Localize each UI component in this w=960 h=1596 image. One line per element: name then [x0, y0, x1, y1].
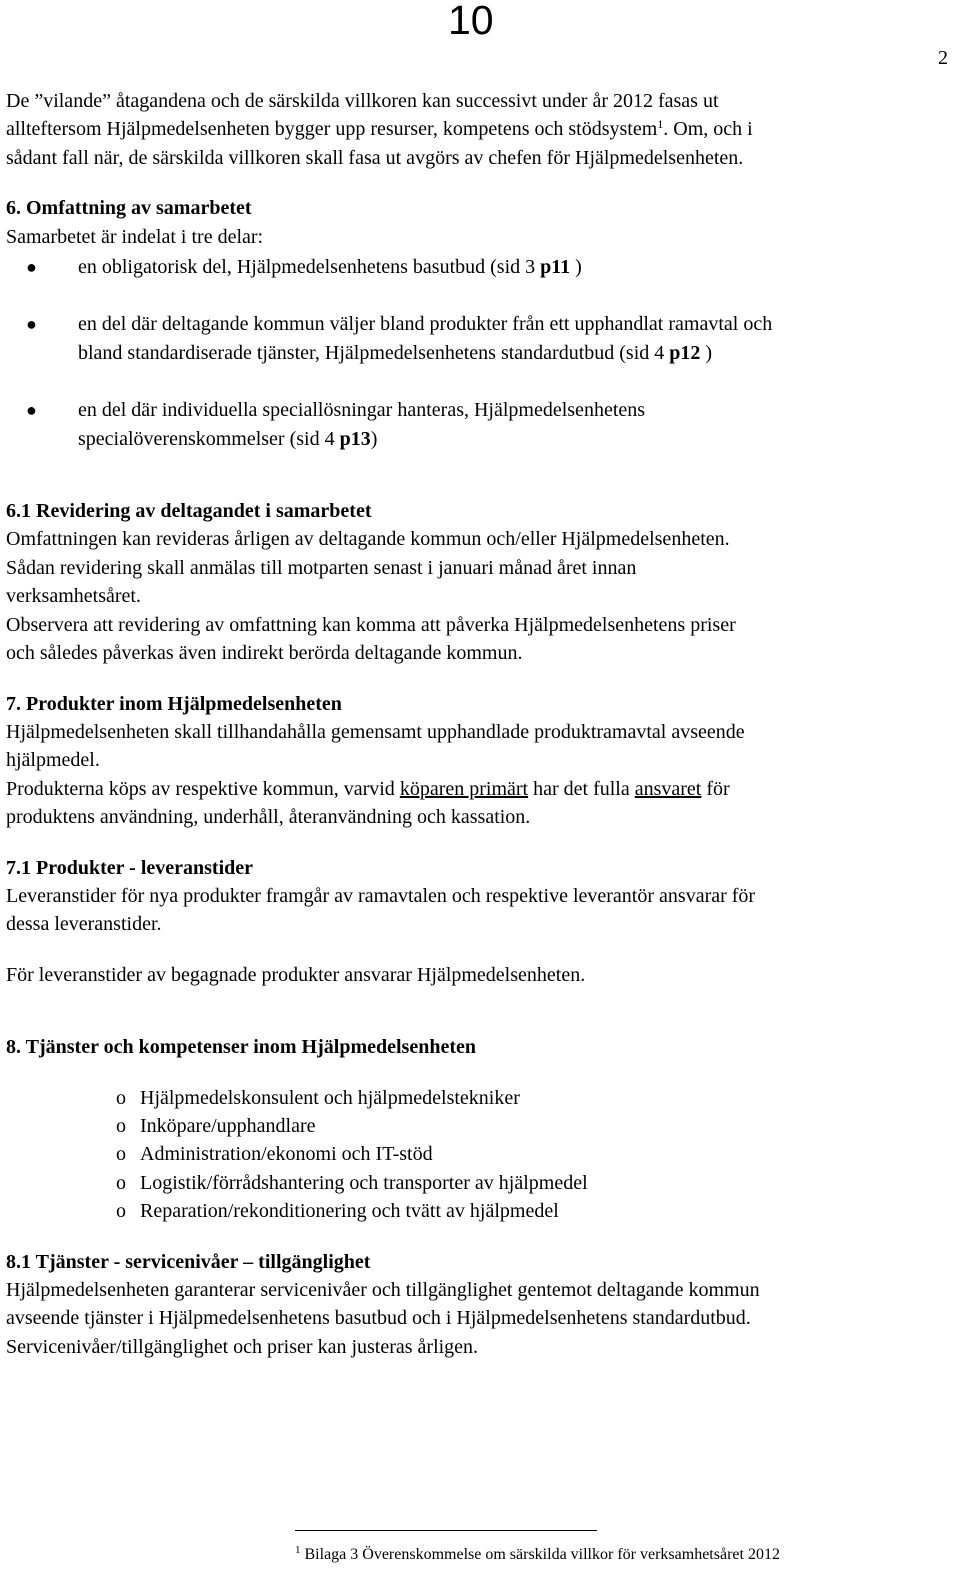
- text-line: Observera att revidering av omfattning kan komma att påverka Hjälpmedelsenhetens priser: [6, 613, 736, 636]
- page-number-top: 10: [448, 0, 494, 43]
- competence-list: [6, 1084, 951, 1226]
- bullet-icon: ●: [26, 314, 37, 335]
- section-6: [6, 194, 951, 453]
- section-8: [6, 1033, 951, 1225]
- circle-bullet-icon: o: [116, 1200, 126, 1223]
- text-line: Servicenivåer/tillgänglighet och priser kan justeras årligen.: [6, 1335, 479, 1358]
- bullet-icon: ●: [26, 400, 37, 421]
- text-line: Omfattningen kan revideras årligen av deltagande kommun och/eller Hjälpmedelsenheten.: [6, 528, 730, 551]
- list-item: o Inköpare/upphandlare: [116, 1112, 951, 1140]
- list-item: ● en obligatorisk del, Hjälpmedelsenhetens basutbud (sid 3 p11 ): [6, 253, 951, 281]
- list-item: o Administration/ekonomi och IT-stöd: [116, 1140, 951, 1168]
- circle-bullet-icon: o: [116, 1171, 126, 1194]
- text-line: allteftersom Hjälpmedelsenheten bygger upp resurser, kompetens och stödsystem$^1$. Om, och i: [6, 117, 753, 141]
- circle-bullet-icon: o: [116, 1086, 126, 1109]
- underlined-text: köparen primärt: [399, 777, 529, 800]
- section-heading: 7.1 Produkter - leveranstider: [6, 856, 254, 879]
- text-line: hjälpmedel.: [6, 749, 100, 772]
- page-number: 2: [938, 47, 948, 69]
- document-body: [6, 87, 951, 1361]
- underlined-text: ansvaret: [634, 777, 702, 800]
- bullet-icon: ●: [26, 257, 37, 278]
- text-line: Hjälpmedelsenheten garanterar servicenivåer och tillgänglighet gentemot deltagande kommun: [6, 1279, 760, 1301]
- list-item: o Logistik/förrådshantering och transporter av hjälpmedel: [116, 1169, 951, 1197]
- text-line: Produkterna köps av respektive kommun, varvid köparen primärt har det fulla ansvaret för: [6, 777, 730, 800]
- section-6-1: [6, 497, 951, 667]
- list-item: ● en del där deltagande kommun väljer bland produkter från ett upphandlat ramavtal och bland standardiserade tjänster, Hjälpmedelsenhetens standardutbud (sid 4 p12 ): [6, 310, 951, 367]
- text-line: och således påverkas även indirekt berörda deltagande kommun.: [6, 642, 523, 665]
- section-7: [6, 690, 951, 832]
- text-line: För leveranstider av begagnade produkter ansvarar Hjälpmedelsenheten.: [6, 963, 586, 986]
- section-heading: 8.1 Tjänster - servicenivåer – tillgänglighet: [6, 1250, 371, 1273]
- text-line: verksamhetsåret.: [6, 585, 141, 608]
- text-line: sådant fall när, de särskilda villkoren skall fasa ut avgörs av chefen för Hjälpmedelsenheten.: [6, 146, 744, 169]
- text-line: dessa leveranstider.: [6, 913, 162, 936]
- section-heading: 8. Tjänster och kompetenser inom Hjälpmedelsenheten: [6, 1036, 476, 1059]
- text-line: Hjälpmedelsenheten skall tillhandahålla gemensamt upphandlade produktramavtal avseende: [6, 720, 745, 743]
- list-item: o Reparation/rekonditionering och tvätt av hjälpmedel: [116, 1197, 951, 1225]
- text-line: Leveranstider för nya produkter framgår av ramavtalen och respektive leverantör ansvarar för: [6, 884, 756, 907]
- intro-paragraph: [6, 87, 951, 172]
- footnote-reference: 1: [657, 117, 664, 132]
- bullet-list: [6, 253, 951, 453]
- section-heading: 6. Omfattning av samarbetet: [6, 197, 252, 220]
- section-heading: 6.1 Revidering av deltagandet i samarbetet: [6, 500, 372, 523]
- list-item: o Hjälpmedelskonsulent och hjälpmedelstekniker: [116, 1084, 951, 1112]
- text-line: avseende tjänster i Hjälpmedelsenhetens basutbud och i Hjälpmedelsenhetens standardutbud.: [6, 1307, 751, 1330]
- section-7-1: [6, 854, 951, 990]
- section-8-1: [6, 1248, 951, 1362]
- circle-bullet-icon: o: [116, 1143, 126, 1166]
- circle-bullet-icon: o: [116, 1114, 126, 1137]
- list-item: ● en del där individuella speciallösningar hanteras, Hjälpmedelsenhetens specialöverenskommelser (sid 4 p13): [6, 396, 951, 453]
- text-line: Sådan revidering skall anmälas till motparten senast i januari månad året innan: [6, 556, 637, 579]
- footnote-separator: [295, 1530, 597, 1531]
- section-lead: Samarbetet är indelat i tre delar:: [6, 225, 264, 248]
- section-heading: 7. Produkter inom Hjälpmedelsenheten: [6, 692, 342, 715]
- footnote: $^1$ Bilaga 3 Överenskommelse om särskilda villkor för verksamhetsåret 2012: [295, 1544, 780, 1563]
- text-line: produktens användning, underhåll, återanvändning och kassation.: [6, 806, 531, 829]
- footnote-number: 1: [295, 1544, 301, 1556]
- text-line: De ”vilande” åtagandena och de särskilda villkoren kan successivt under år 2012 fasas ut: [6, 90, 719, 112]
